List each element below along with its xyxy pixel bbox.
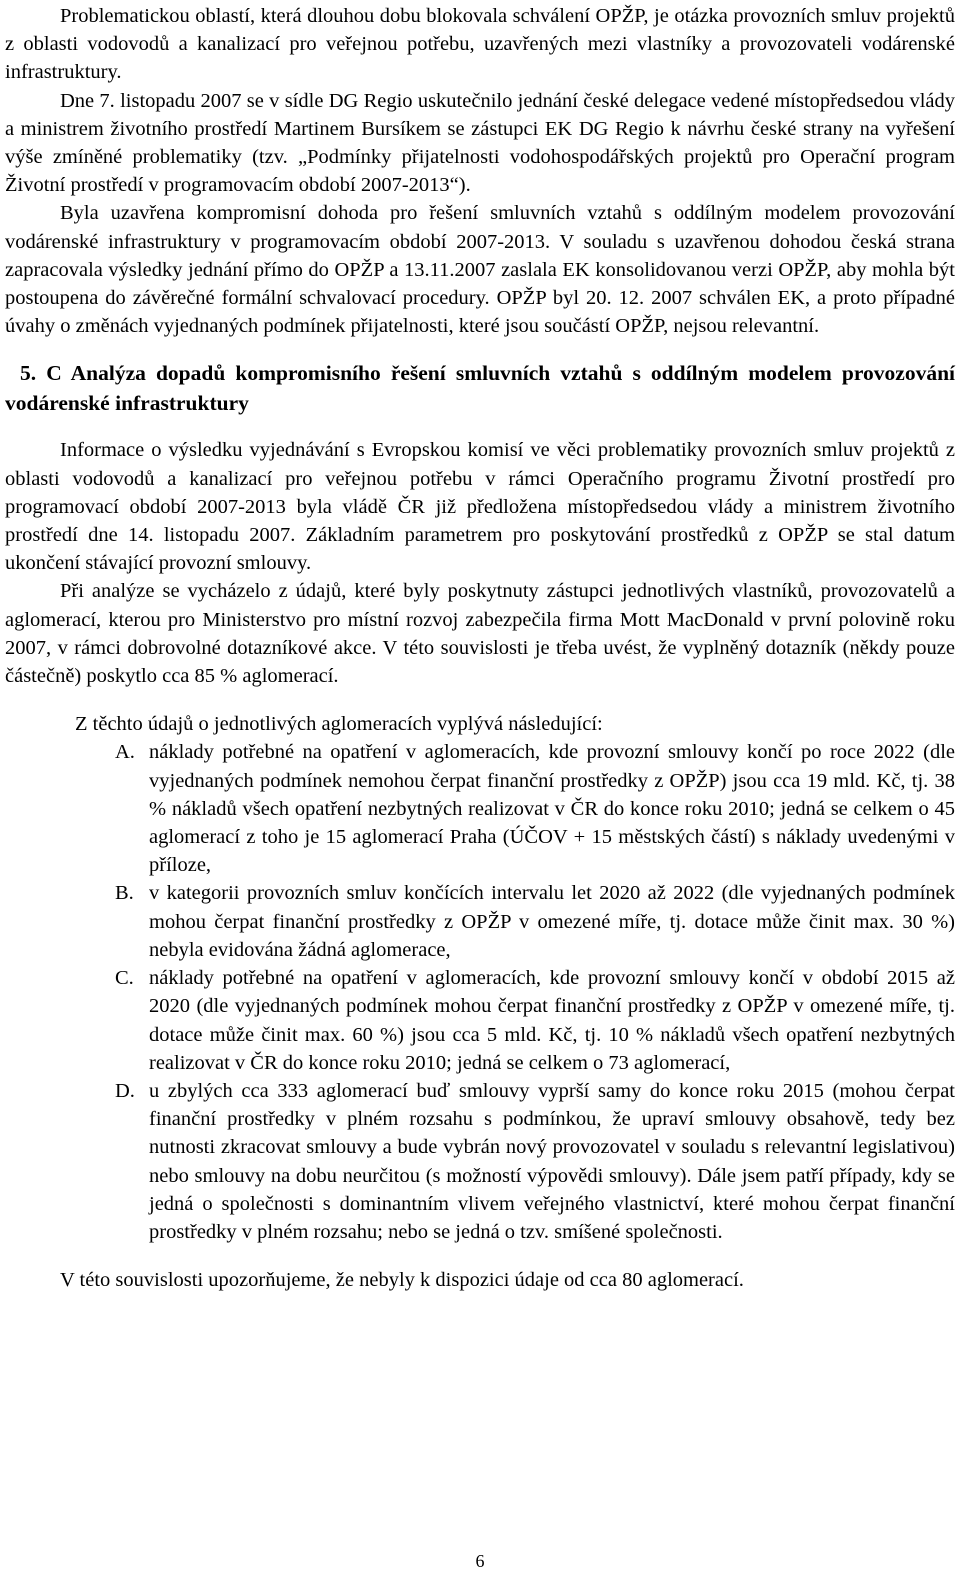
list-item-letter: B. [115,882,134,905]
paragraph-agreement: Byla uzavřena kompromisní dohoda pro řešení smluvních vztahů s oddílným modelem provozování vodárenské infrastruktury v programovacím období 2007-2013. V souladu s uzavřenou dohodou česká strana zapracovala výsledky jednání přímo do OPŽP a 13.11.2007 zaslala EK konsolidovanou verzi OPŽP, aby mohla být postoupena do závěrečné formální schvalovací procedury. OPŽP byl 20. 12. 2007 schválen EK, a proto případné úvahy o změnách vyjednaných podmínek přijatelnosti, které jsou součástí OPŽP, nejsou relevantní. [5,202,955,338]
list-item [5,879,955,964]
list-item [5,1077,955,1246]
list-item-letter: D. [115,1079,135,1102]
paragraph-closing: V této souvislosti upozorňujeme, že nebyly k dispozici údaje od cca 80 aglomerací. [60,1269,744,1292]
list-intro: Z těchto údajů o jednotlivých aglomeracích vyplývá následující: [75,713,603,736]
findings-list [5,738,955,1246]
paragraph-analysis: Při analýze se vycházelo z údajů, které byly poskytnuty zástupci jednotlivých vlastníků, provozovatelů a aglomerací, kterou pro Ministerstvo pro místní rozvoj zabezpečila firma Mott MacDonald v první polovině roku 2007, v rámci dobrovolné dotazníkové akce. V této souvislosti je třeba uvést, že vyplněný dotazník (někdy pouze částečně) poskytlo cca 85 % aglomerací. [5,580,955,688]
page-number: 6 [475,1551,485,1571]
list-item-text: v kategorii provozních smluv končících intervalu let 2020 až 2022 (dle vyjednaných podmínek mohou čerpat finanční prostředky z OPŽP v omezené míře, tj. dotace může činit max. 30 %) nebyla evidována žádná aglomerace, [149,882,955,961]
document-body [5,2,955,1294]
section-heading: 5. C Analýza dopadů kompromisního řešení smluvních vztahů s oddílným modelem provozování vodárenské infrastruktury [5,361,955,416]
paragraph-intro: Problematickou oblastí, která dlouhou dobu blokovala schválení OPŽP, je otázka provozních smluv projektů z oblasti vodovodů a kanalizací pro veřejnou potřebu, uzavřených mezi vlastníky a provozovateli vodárenské infrastruktury. [5,5,955,84]
list-item-letter: A. [115,741,135,764]
paragraph-meeting: Dne 7. listopadu 2007 se v sídle DG Regio uskutečnilo jednání české delegace vedené místopředsedou vlády a ministrem životního prostředí Martinem Bursíkem se zástupci EK DG Regio k návrhu české strany na vyřešení výše zmíněné problematiky (tzv. „Podmínky přijatelnosti vodohospodářských projektů pro Operační program Životní prostředí v programovacím období 2007-2013“). [5,89,955,197]
list-item [5,738,955,879]
list-item-text: náklady potřebné na opatření v aglomeracích, kde provozní smlouvy končí v období 2015 až 2020 (dle vyjednaných podmínek mohou čerpat finanční prostředky z OPŽP v omezené míře, tj. dotace může činit max. 60 %) jsou cca 5 mld. Kč, tj. 10 % nákladů všech opatření nezbytných realizovat v ČR do konce roku 2010; jedná se celkem o 73 aglomerací, [149,967,955,1074]
list-item-letter: C. [115,967,134,990]
list-item-text: u zbylých cca 333 aglomerací buď smlouvy vyprší samy do konce roku 2015 (mohou čerpat finanční prostředky v plném rozsahu s podmínkou, že upraví smlouvy obsahově, tedy bez nutnosti zkracovat smlouvy a bude vybrán nový provozovatel v souladu s relevantní legislativou) nebo smlouvy na dobu neurčitou (s možností výpovědi smlouvy). Dále jsem patří případy, kdy se jedná o společnosti s dominantním vlivem veřejného vlastnictví, které mohou čerpat finanční prostředky v plném rozsahu; nebo se jedná o tzv. smíšené společnosti. [149,1079,955,1243]
list-item-text: náklady potřebné na opatření v aglomeracích, kde provozní smlouvy končí po roce 2022 (dle vyjednaných podmínek nemohou čerpat finanční prostředky z OPŽP) jsou cca 19 mld. Kč, tj. 38 % nákladů všech opatření nezbytných realizovat v ČR do konce roku 2010; jedná se celkem o 45 aglomerací z toho je 15 aglomerací Praha (ÚČOV + 15 městských částí) s náklady uvedenými v příloze, [149,741,955,877]
paragraph-information: Informace o výsledku vyjednávání s Evropskou komisí ve věci problematiky provozních smluv projektů z oblasti vodovodů a kanalizací pro veřejnou potřebu v rámci Operačního programu Životní prostředí pro programovací období 2007-2013 byla vládě ČR již předložena místopředsedou vlády a ministrem životního prostředí dne 14. listopadu 2007. Základním parametrem pro poskytování prostředků z OPŽP se stal datum ukončení stávající provozní smlouvy. [5,439,955,575]
list-item [5,964,955,1077]
